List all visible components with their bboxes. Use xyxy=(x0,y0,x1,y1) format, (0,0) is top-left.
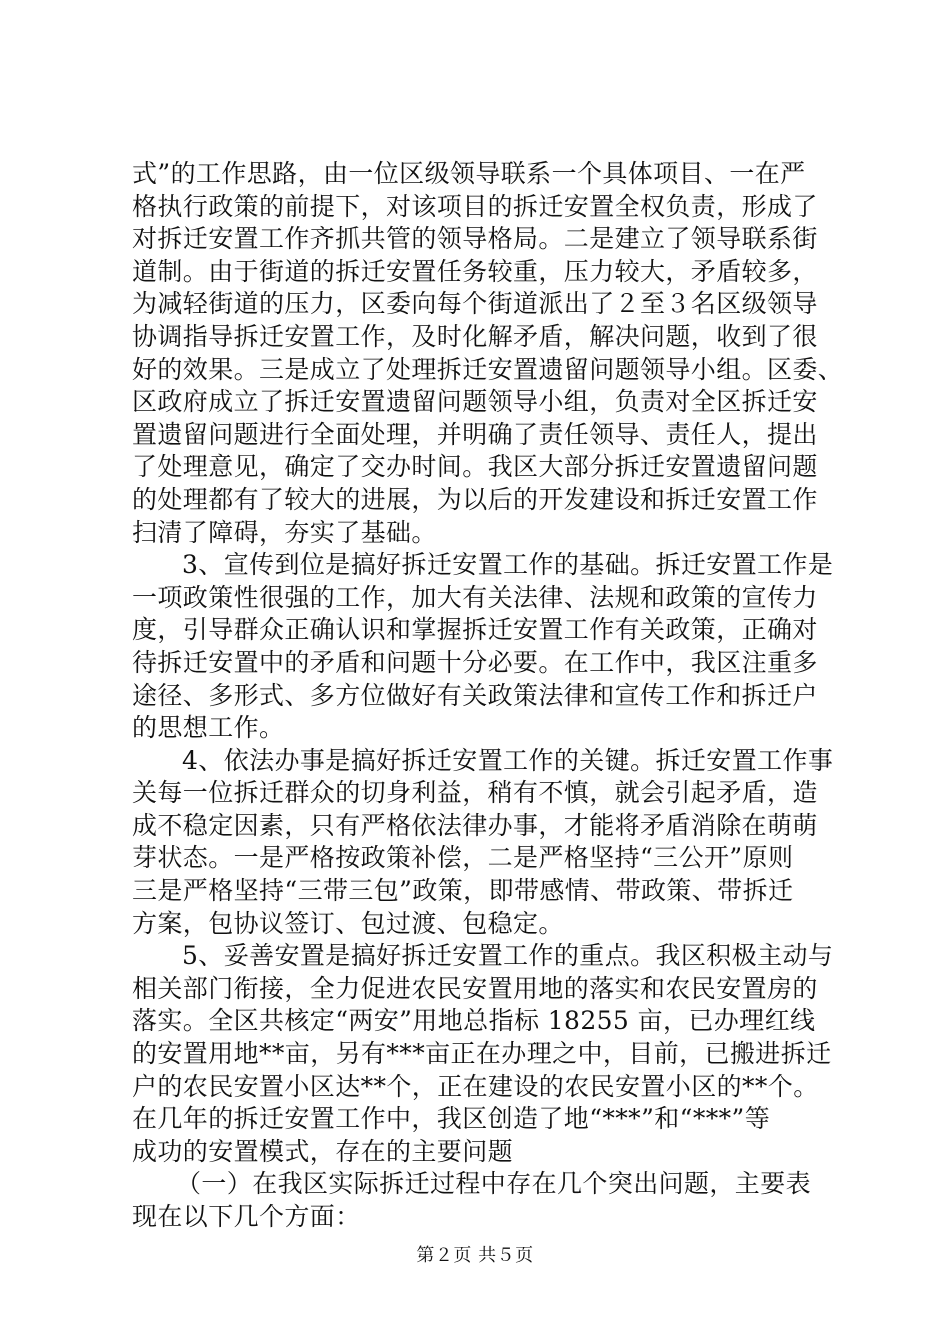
text-line: 的处理都有了较大的进展，为以后的开发建设和拆迁安置工作 xyxy=(132,484,818,514)
text-line: 度，引导群众正确认识和掌握拆迁安置工作有关政策，正确对 xyxy=(132,615,818,645)
text-line: 待拆迁安置中的矛盾和问题十分必要。在工作中，我区注重多 xyxy=(132,647,818,677)
text-line: 方案，包协议签订、包过渡、包稳定。 xyxy=(132,908,564,938)
text-line: 格执行政策的前提下，对该项目的拆迁安置全权负责，形成了 xyxy=(132,191,818,221)
text-line: 成不稳定因素，只有严格依法律办事，才能将矛盾消除在萌萌 xyxy=(132,810,818,840)
body-text xyxy=(132,158,844,1234)
paragraph-start: 5、妥善安置是搞好拆迁安置工作的重点。我区积极主动与 xyxy=(182,941,834,971)
text-line: 道制。由于街道的拆迁安置任务较重，压力较大，矛盾较多， xyxy=(132,256,818,286)
text-line: 对拆迁安置工作齐抓共管的领导格局。二是建立了领导联系街 xyxy=(132,224,818,254)
text-line: 落实。全区共核定“两安”用地总指标 18255 亩，已办理红线 xyxy=(132,1006,816,1036)
text-line: 关每一位拆迁群众的切身利益，稍有不慎，就会引起矛盾，造 xyxy=(132,778,818,808)
text-line: 扫清了障碍，夯实了基础。 xyxy=(132,517,437,547)
text-line: 置遗留问题进行全面处理，并明确了责任领导、责任人，提出 xyxy=(132,419,818,449)
text-line: 式”的工作思路，由一位区级领导联系一个具体项目、一在严 xyxy=(132,159,806,188)
text-line: 好的效果。三是成立了处理拆迁安置遗留问题领导小组。区委、 xyxy=(132,354,844,384)
text-line: 协调指导拆迁安置工作，及时化解矛盾，解决问题，收到了很 xyxy=(132,321,818,351)
page-footer: 第２页 共５页 xyxy=(416,1245,534,1266)
text-line: 为减轻街道的压力，区委向每个街道派出了２至３名区级领导 xyxy=(132,289,818,319)
text-line: 芽状态。一是严格按政策补偿，二是严格坚持“三公开”原则 xyxy=(132,843,794,873)
paragraph-start: （一）在我区实际拆迁过程中存在几个突出问题，主要表 xyxy=(176,1169,812,1199)
text-line: 三是严格坚持“三带三包”政策，即带感情、带政策、带拆迁 xyxy=(132,876,794,906)
text-line: 现在以下几个方面： xyxy=(132,1202,361,1231)
text-line: 户的农民安置小区达**个，正在建设的农民安置小区的**个。 xyxy=(132,1071,819,1101)
paragraph-start: 3、宣传到位是搞好拆迁安置工作的基础。拆迁安置工作是 xyxy=(182,550,834,580)
text-line: 的思想工作。 xyxy=(132,713,285,743)
text-line: 相关部门衔接，全力促进农民安置用地的落实和农民安置房的 xyxy=(132,973,818,1003)
paragraph-start: 4、依法办事是搞好拆迁安置工作的关键。拆迁安置工作事 xyxy=(182,745,834,775)
text-line: 了处理意见，确定了交办时间。我区大部分拆迁安置遗留问题 xyxy=(132,452,818,482)
text-line: 一项政策性很强的工作，加大有关法律、法规和政策的宣传力 xyxy=(132,582,818,612)
text-line: 区政府成立了拆迁安置遗留问题领导小组，负责对全区拆迁安 xyxy=(132,387,818,417)
text-line: 途径、多形式、多方位做好有关政策法律和宣传工作和拆迁户 xyxy=(132,680,818,710)
text-line: 在几年的拆迁安置工作中，我区创造了地“***”和“***”等 xyxy=(132,1104,771,1134)
text-line: 成功的安置模式，存在的主要问题 xyxy=(132,1136,514,1166)
text-line: 的安置用地**亩，另有***亩正在办理之中，目前，已搬进拆迁 xyxy=(132,1039,832,1069)
